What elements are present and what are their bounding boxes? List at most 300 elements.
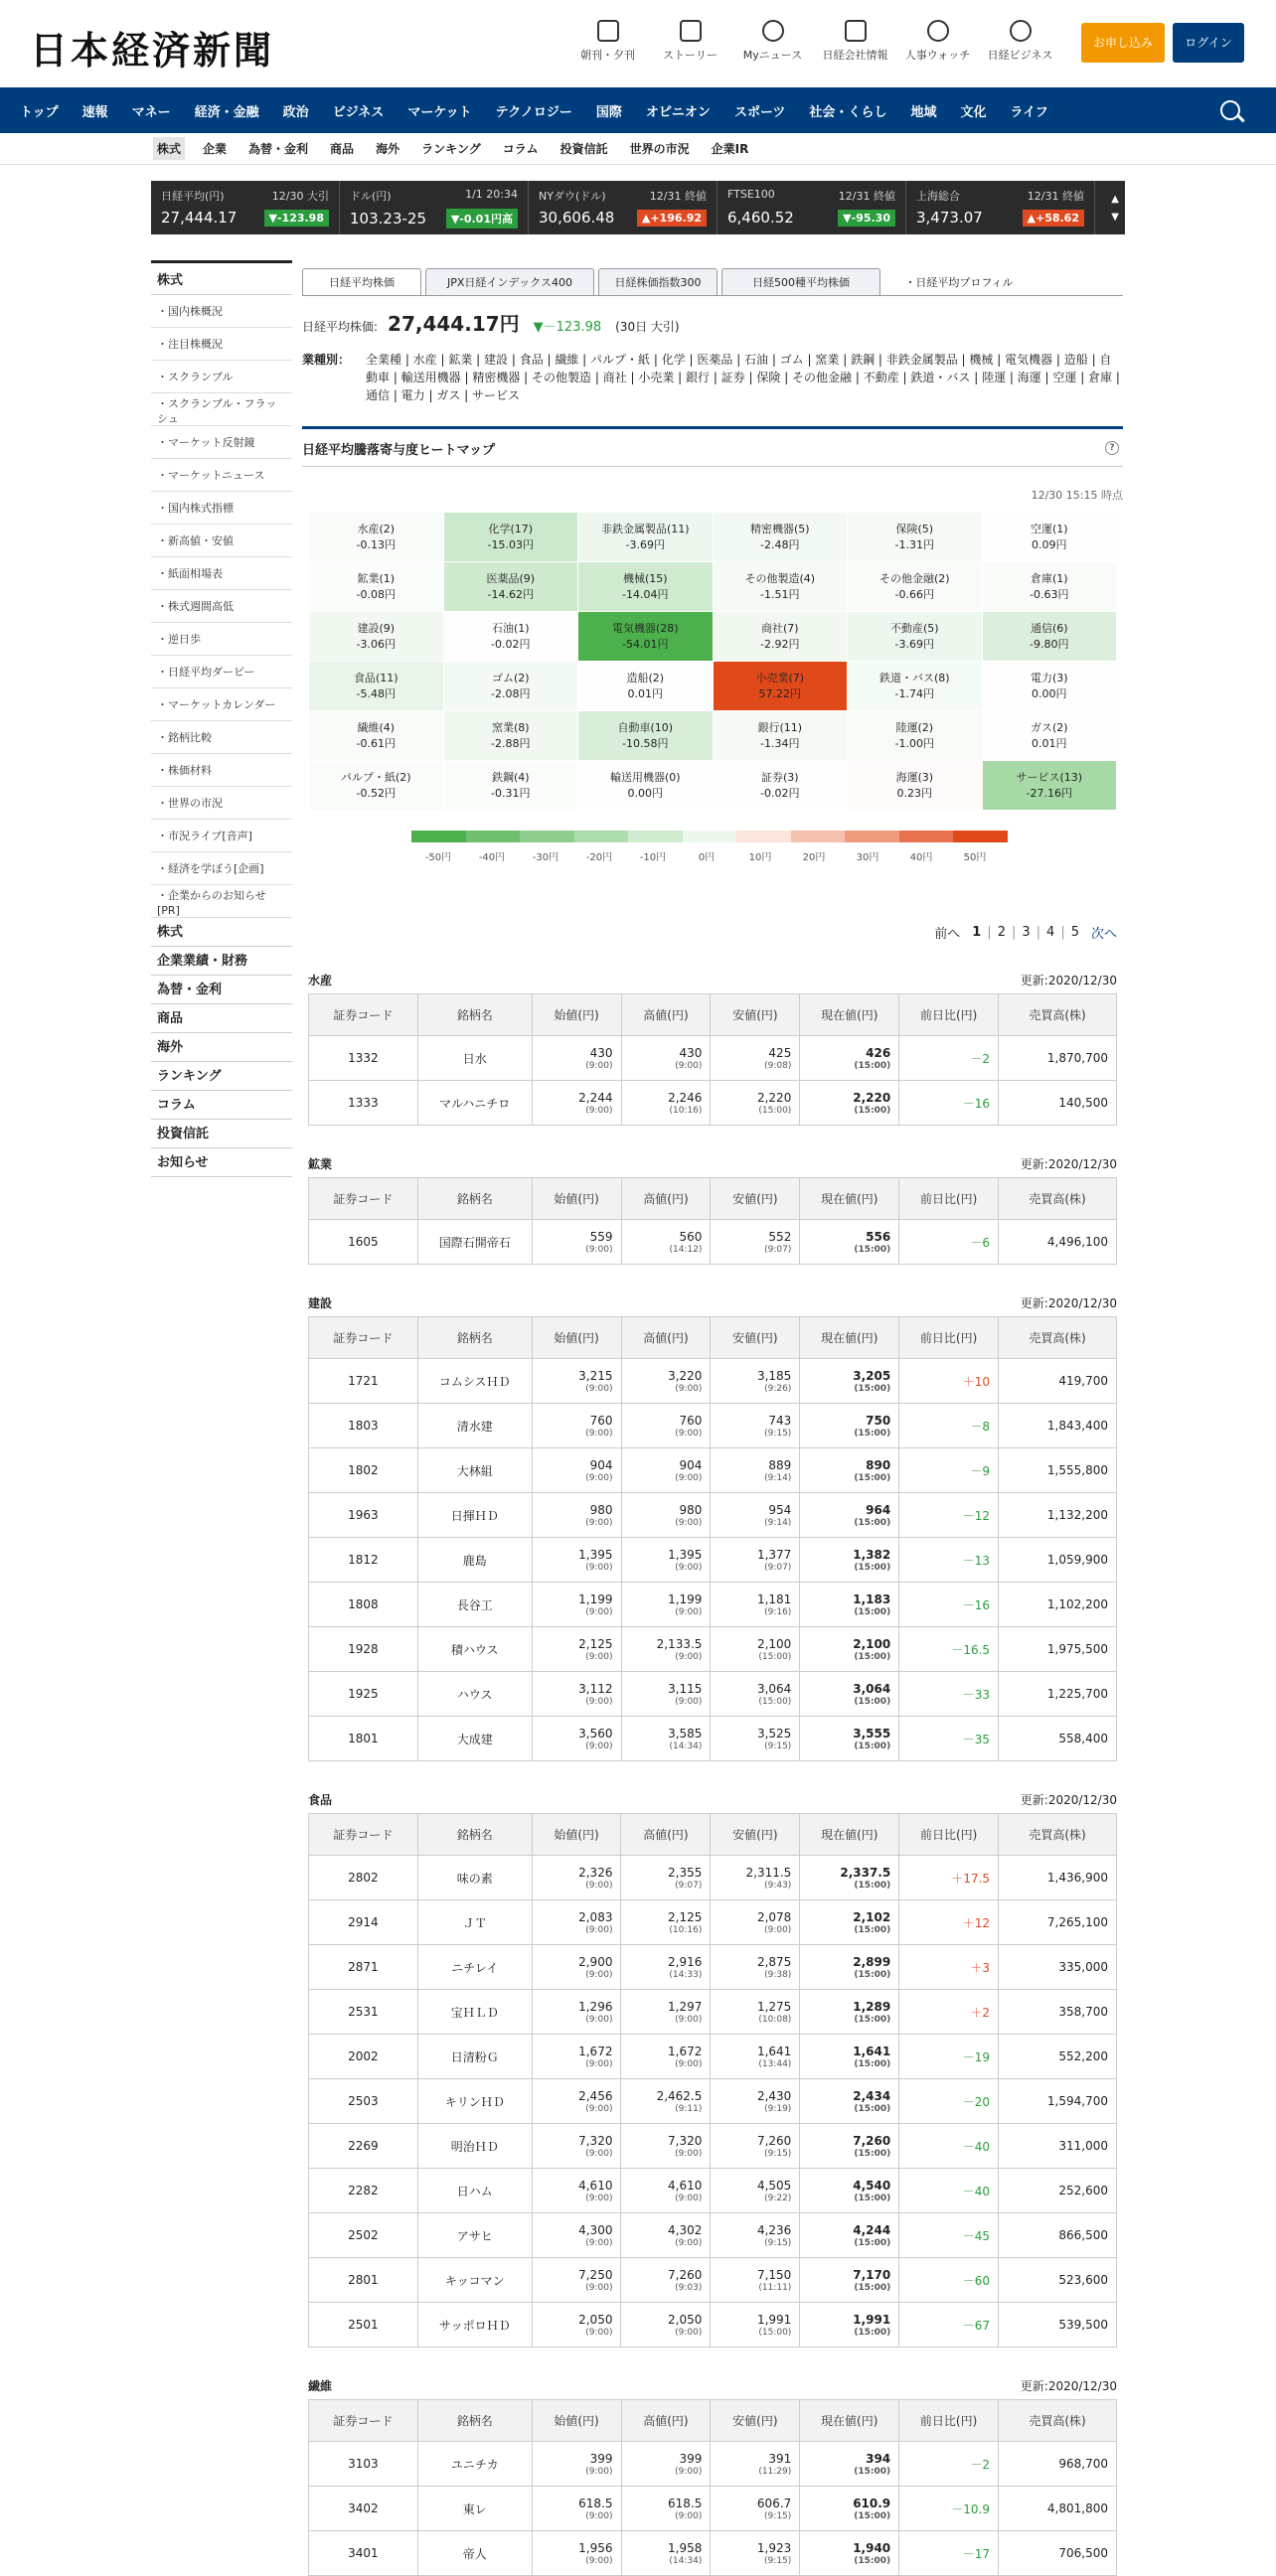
table-row[interactable] [309,1583,1117,1627]
table-header-cell: 売買高(株) [999,1317,1117,1359]
heatmap-cell[interactable] [848,562,983,612]
stock-name[interactable]: コムシスＨＤ [417,1359,532,1404]
stock-name[interactable]: 東レ [417,2487,532,2531]
heatmap-cell-name: 電力(3) [1030,672,1068,684]
table-row[interactable] [309,1672,1117,1717]
nav-item[interactable]: 経済・金融 [194,104,259,120]
stock-code[interactable]: 2501 [309,2303,418,2348]
stock-code[interactable]: 3402 [309,2487,418,2531]
heatmap-cell[interactable] [578,513,714,562]
change-cell: ＋10 [899,1359,999,1404]
heatmap-cell[interactable] [983,662,1118,711]
price-cell [800,1448,899,1493]
heatmap-cell[interactable] [444,662,579,711]
price-cell [800,2258,899,2303]
price-time: (9:00) [585,1428,613,1439]
price-time: (9:00) [675,1606,703,1617]
stock-code[interactable]: 1802 [309,1448,418,1493]
table-row[interactable] [309,1538,1117,1583]
price-cell [711,2169,800,2213]
volume-cell: 1,132,200 [999,1493,1117,1538]
heatmap-cell[interactable] [848,513,983,562]
heatmap-cell[interactable] [983,761,1118,811]
price-cell [621,2258,711,2303]
table-row[interactable] [309,1627,1117,1672]
heatmap-cell[interactable] [714,761,849,811]
change-cell: －16 [899,1583,999,1627]
header-link-0[interactable] [566,20,649,63]
ticker-item[interactable] [151,181,340,234]
price-time: (9:14) [764,1517,792,1528]
nav-item[interactable]: マネー [131,104,171,120]
table-row[interactable] [309,1493,1117,1538]
stock-name[interactable]: 長谷工 [417,1583,532,1627]
tab-index[interactable]: 日経株価指数300 [598,268,718,295]
sidebar-link[interactable]: ・世界の市況 [151,787,292,820]
price-time: (9:00) [675,2058,703,2069]
sidebar-link[interactable]: ・注目株概況 [151,328,292,361]
heatmap-cell[interactable] [444,513,579,562]
stock-code[interactable]: 3401 [309,2531,418,2576]
ticker-item[interactable] [906,181,1095,234]
stock-code[interactable]: 2914 [309,1900,418,1945]
heatmap-cell[interactable] [444,711,579,761]
stock-code[interactable]: 2282 [309,2169,418,2213]
heatmap-cell-name: 鉄道・バス(8) [878,672,950,684]
nav-item[interactable]: スポーツ [733,104,786,120]
heatmap-cell[interactable] [309,662,444,711]
nav-item[interactable]: 地域 [910,104,937,120]
stock-name[interactable]: マルハニチロ [417,1081,532,1126]
stock-code[interactable]: 1605 [309,1220,418,1265]
stock-code[interactable]: 1333 [309,1081,418,1126]
table-row[interactable] [309,1404,1117,1448]
heatmap-cell[interactable] [309,612,444,662]
subnav-item[interactable]: 企業 [203,142,228,156]
heatmap-cell[interactable] [578,612,714,662]
header-link-label: ストーリー [663,49,718,62]
stock-code[interactable]: 1808 [309,1583,418,1627]
heatmap-cell-value: -0.31円 [491,787,531,800]
stock-name[interactable]: キリンＨＤ [417,2079,532,2124]
ticker-change: ▼-123.98 [264,210,329,227]
search-icon[interactable] [1220,100,1240,120]
stock-name[interactable]: 帝人 [417,2531,532,2576]
ticker-name: 日経平均(円) [161,190,225,203]
pager-page[interactable]: 5 [1070,925,1079,940]
price-time: (9:00) [675,1383,703,1394]
price-value: 7,260 [668,2267,703,2282]
heatmap-cell[interactable] [983,612,1118,662]
sidebar-section[interactable]: 投資信託 [151,1120,292,1148]
heatmap-cell-name: 不動産(5) [889,622,939,635]
heatmap-cell[interactable] [848,761,983,811]
price-cell [621,1538,711,1583]
price-cell [800,1404,899,1448]
help-icon[interactable]: ? [1105,441,1119,455]
stock-code[interactable]: 1925 [309,1672,418,1717]
price-cell [532,2079,621,2124]
industry-block [308,972,1117,1126]
heatmap-cell[interactable] [714,513,849,562]
stock-code[interactable]: 1721 [309,1359,418,1404]
subnav-item[interactable]: コラム [502,142,539,156]
stock-code[interactable]: 3103 [309,2442,418,2487]
industry-links[interactable]: 全業種 | 水産 | 鉱業 | 建設 | 食品 | 繊維 | パルプ・紙 | 化学 | 医薬品 | 石油 | ゴム | 窯業 | 鉄鋼 | 非鉄金属製品 | 機械 | 電気機器 | 造船 | 自動車 | 輸送用機器 | 精密機器 | その他製造 | 商社 | 小売業 | 銀行 | 証券 | 保険 | その他金融 | 不動産 | 鉄道・バス | 陸運 | 海運 | 空運 | 倉庫 | 通信 | 電力 | ガス | サービス [366,353,1120,402]
subnav-item[interactable]: 為替・金利 [248,142,309,156]
ticker-item[interactable] [718,181,906,234]
legend-tick: 40円 [909,852,933,863]
sidebar-link[interactable]: ・株式週間高低 [151,590,292,623]
subnav-item[interactable]: ランキング [421,142,481,156]
stock-name[interactable]: 大林組 [417,1448,532,1493]
stock-name[interactable]: 鹿島 [417,1538,532,1583]
price-cell [711,1900,800,1945]
sidebar-link[interactable]: ・マーケットニュース [151,459,292,492]
ticker-arrows[interactable]: ▲ ▼ [1111,194,1119,223]
stock-name[interactable]: 明治ＨＤ [417,2124,532,2169]
table-row[interactable] [309,1359,1117,1404]
stock-code[interactable]: 1803 [309,1404,418,1448]
table-row[interactable] [309,2258,1117,2303]
table-row[interactable] [309,2531,1117,2576]
table-row[interactable] [309,2487,1117,2531]
nav-item[interactable]: ライフ [1010,104,1048,120]
heatmap-cell-value: -14.04円 [622,588,669,601]
header-link-1[interactable] [649,20,731,63]
table-row[interactable] [309,1717,1117,1761]
stock-table [308,993,1117,1126]
ticker-body [916,209,1084,227]
table-row[interactable] [309,1036,1117,1081]
price-value: 4,302 [668,2222,703,2237]
heatmap-cell-value: -14.62円 [487,588,534,601]
sidebar-link[interactable]: ・国内株概況 [151,295,292,328]
sidebar-section[interactable]: 商品 [151,1004,292,1033]
price-time: (15:00) [758,2327,792,2338]
sidebar-section[interactable]: 為替・金利 [151,976,292,1004]
sidebar-link[interactable]: ・日経平均ダービー [151,656,292,688]
nav-item[interactable]: 文化 [960,104,987,120]
heatmap-cell[interactable] [848,711,983,761]
price-cell [800,1856,899,1900]
change-cell: －9 [899,1448,999,1493]
heatmap-cell[interactable] [444,761,579,811]
stock-name[interactable]: 日揮ＨＤ [417,1493,532,1538]
heatmap-cell[interactable] [848,662,983,711]
heatmap-cell-value: -3.69円 [894,638,934,651]
heatmap-cell[interactable] [578,562,714,612]
sidebar-heading[interactable]: 株式 [151,260,292,295]
sidebar-link[interactable]: ・逆日歩 [151,623,292,656]
table-row[interactable] [309,2303,1117,2348]
price-value: 3,525 [756,1726,792,1741]
sidebar-link[interactable]: ・国内株式指標 [151,492,292,525]
nav-item[interactable]: 社会・くらし [809,104,887,120]
sidebar-section[interactable]: 株式 [151,918,292,947]
sidebar-link[interactable]: ・スクランブル [151,361,292,393]
heatmap-cell-name: 陸運(2) [895,721,934,734]
ticker-item[interactable] [529,181,718,234]
heatmap-cell[interactable] [848,612,983,662]
price-value: 2,125 [578,1636,613,1651]
heatmap-cell[interactable] [714,662,849,711]
stock-code[interactable]: 1928 [309,1627,418,1672]
ticker-item[interactable] [340,181,529,234]
sidebar-link[interactable]: ・マーケット反射鏡 [151,426,292,459]
change-cell: －16 [899,1081,999,1126]
price-time: (14:34) [669,2555,703,2566]
stock-name[interactable]: 大成建 [417,1717,532,1761]
sidebar-link[interactable]: ・企業からのお知らせ[PR] [151,885,292,918]
price-value: 904 [589,1457,613,1472]
price-cell [711,2079,800,2124]
table-row[interactable] [309,1448,1117,1493]
price-time: (9:15) [764,2555,792,2566]
nav-item[interactable]: マーケット [407,104,472,120]
change-cell: ＋2 [899,1990,999,2035]
tab-index[interactable]: ・日経平均プロフィル [904,276,1014,289]
sidebar-link[interactable]: ・紙面相場表 [151,557,292,590]
subnav-item[interactable]: 企業IR [711,142,749,156]
heatmap-cell[interactable] [983,562,1118,612]
index-summary [302,308,1123,337]
price-value: 618.5 [578,2496,613,2510]
heatmap-cell[interactable] [578,662,714,711]
legend-swatch [411,831,466,842]
price-time: (15:00) [854,1472,891,1483]
heatmap-cell-name: ガス(2) [1030,721,1068,734]
price-cell [711,2442,800,2487]
legend-swatch [683,831,737,842]
table-row[interactable] [309,1900,1117,1945]
volume-cell: 1,975,500 [999,1627,1117,1672]
price-time: (9:00) [585,2014,613,2025]
price-value: 2,220 [756,1090,792,1105]
stock-name[interactable]: キッコマン [417,2258,532,2303]
sidebar-link[interactable]: ・市況ライブ[音声] [151,820,292,852]
header-link-2[interactable] [731,20,814,63]
pager-page[interactable]: 1 [972,925,982,940]
price-value: 391 [768,2451,792,2466]
table-row[interactable] [309,1081,1117,1126]
stock-name[interactable]: 宝ＨＬＤ [417,1990,532,2035]
nav-item[interactable]: 国際 [595,104,622,120]
stock-code[interactable]: 2871 [309,1945,418,1990]
heatmap-cell[interactable] [444,612,579,662]
table-row[interactable] [309,1945,1117,1990]
table-header-cell: 安値(円) [711,994,800,1036]
table-row[interactable] [309,1220,1117,1265]
price-value: 2,125 [668,1909,703,1924]
login-button[interactable]: ログイン [1173,23,1244,63]
price-value: 4,505 [756,2178,792,2193]
price-value: 1,289 [853,1999,891,2014]
sidebar-section[interactable]: ランキング [151,1062,292,1091]
table-row[interactable] [309,2169,1117,2213]
sidebar-link[interactable]: ・スクランブル・フラッシュ [151,393,292,426]
stock-name[interactable]: 日ハム [417,2169,532,2213]
tab-index[interactable]: 日経500種平均株価 [721,268,880,295]
table-header-cell: 安値(円) [711,1814,800,1856]
nav-item[interactable]: 速報 [81,104,108,120]
sidebar-link[interactable]: ・株価材料 [151,754,292,787]
heatmap-cell-value: -3.06円 [356,638,396,651]
heatmap-cell-name: 化学(17) [488,523,534,535]
heatmap-cell-name: 水産(2) [357,523,396,535]
nav-item[interactable]: テクノロジー [495,104,572,120]
heatmap-cell[interactable] [983,711,1118,761]
stock-code[interactable]: 2502 [309,2213,418,2258]
block-title: 水産 [308,974,333,987]
stock-name[interactable]: 積ハウス [417,1627,532,1672]
sidebar-section[interactable]: 海外 [151,1033,292,1062]
nav-item[interactable]: オピニオン [645,104,711,120]
volume-cell: 558,400 [999,1717,1117,1761]
price-value: 430 [679,1045,703,1060]
nav-item[interactable]: 政治 [282,104,309,120]
table-row[interactable] [309,2213,1117,2258]
sidebar-link[interactable]: ・銘柄比較 [151,721,292,754]
stock-code[interactable]: 1332 [309,1036,418,1081]
subnav-item[interactable]: 海外 [376,142,400,156]
stock-name[interactable]: ユニチカ [417,2442,532,2487]
sidebar-section[interactable]: コラム [151,1091,292,1120]
price-time: (9:00) [675,1472,703,1483]
price-time: (9:08) [764,1060,792,1071]
change-cell: －35 [899,1717,999,1761]
price-cell [621,1404,711,1448]
sidebar-link[interactable]: ・新高値・安値 [151,525,292,557]
price-time: (9:11) [675,2103,703,2114]
table-row[interactable] [309,1856,1117,1900]
ticker-body [539,209,707,227]
table-row[interactable] [309,2079,1117,2124]
price-cell [621,2531,711,2576]
table-header-cell: 高値(円) [621,994,711,1036]
sub-nav [0,133,1276,165]
stock-name[interactable]: 清水建 [417,1404,532,1448]
stock-code[interactable]: 2801 [309,2258,418,2303]
heatmap-cell[interactable] [444,562,579,612]
price-cell [800,2303,899,2348]
heatmap-cell[interactable] [983,513,1118,562]
stock-code[interactable]: 1963 [309,1493,418,1538]
header-link-4[interactable] [896,20,979,63]
sidebar-link[interactable]: ・マーケットカレンダー [151,688,292,721]
table-header-cell: 始値(円) [532,994,621,1036]
stock-code[interactable]: 1812 [309,1538,418,1583]
stock-name[interactable]: ニチレイ [417,1945,532,1990]
header-link-3[interactable] [814,20,896,63]
stock-name[interactable]: 国際石開帝石 [417,1220,532,1265]
header-link-5[interactable] [979,20,1061,63]
sidebar-section[interactable]: お知らせ [151,1148,292,1177]
table-row[interactable] [309,1990,1117,2035]
block-title: 食品 [308,1793,333,1807]
price-value: 3,185 [756,1368,792,1383]
stock-code[interactable]: 2531 [309,1990,418,2035]
price-time: (11:29) [758,2466,792,2477]
nav-item[interactable]: トップ [20,104,59,120]
stock-name[interactable]: 味の素 [417,1856,532,1900]
price-time: (15:00) [854,1741,891,1751]
pager-next[interactable]: 次へ [1090,927,1117,942]
subnav-item[interactable]: 商品 [330,142,355,156]
legend-swatch [845,831,899,842]
price-value: 1,297 [668,1999,703,2014]
heatmap-cell-value: -27.16円 [1026,787,1072,800]
price-time: (9:15) [764,1428,792,1439]
heatmap-cell[interactable] [714,562,849,612]
stock-name[interactable]: アサヒ [417,2213,532,2258]
stock-code[interactable]: 2503 [309,2079,418,2124]
ticker-change: ▲+58.62 [1023,210,1084,227]
price-time: (9:00) [585,2148,613,2159]
price-cell [532,2035,621,2079]
heatmap-cell[interactable] [578,761,714,811]
heatmap-cell[interactable] [309,761,444,811]
volume-cell: 552,200 [999,2035,1117,2079]
price-value: 1,672 [578,2044,613,2058]
heatmap-cell[interactable] [578,711,714,761]
legend-tick: 30円 [856,852,879,863]
pagination [302,923,1123,942]
pager-page[interactable]: 2 [997,925,1006,940]
price-time: (9:26) [764,1383,792,1394]
heatmap-cell[interactable] [309,513,444,562]
heatmap-cell[interactable] [714,612,849,662]
stock-name[interactable]: ＪＴ [417,1900,532,1945]
subnav-item[interactable]: 投資信託 [559,142,608,156]
nav-item[interactable]: ビジネス [332,104,385,120]
stock-code[interactable]: 2269 [309,2124,418,2169]
heatmap-cell[interactable] [309,711,444,761]
heatmap-cell[interactable] [309,562,444,612]
stock-name[interactable]: サッポロＨＤ [417,2303,532,2348]
price-time: (9:00) [585,2058,613,2069]
stock-code[interactable]: 1801 [309,1717,418,1761]
table-row[interactable] [309,2124,1117,2169]
legend-tick: -30円 [532,852,559,863]
stock-code[interactable]: 2802 [309,1856,418,1900]
heatmap-cell[interactable] [714,711,849,761]
sidebar-link[interactable]: ・経済を学ぼう[企画] [151,852,292,885]
subnav-item[interactable]: 世界の市況 [629,142,690,156]
stock-code[interactable]: 2002 [309,2035,418,2079]
tab-index[interactable]: 日経平均株価 [302,268,421,295]
stock-name[interactable]: 日水 [417,1036,532,1081]
subnav-item[interactable]: 株式 [153,137,185,160]
table-header-cell: 安値(円) [711,2400,800,2442]
nikkei-logo[interactable]: 日本経済新聞 [30,28,275,73]
price-cell [532,1538,621,1583]
price-time: (15:00) [854,1060,891,1071]
apply-button[interactable]: お申し込み [1081,23,1165,63]
stock-name[interactable]: 日清粉Ｇ [417,2035,532,2079]
price-cell [532,1448,621,1493]
pager-page[interactable]: 3 [1022,925,1031,940]
stock-name[interactable]: ハウス [417,1672,532,1717]
sidebar-section[interactable]: 企業業績・財務 [151,947,292,976]
table-row[interactable] [309,2035,1117,2079]
pager-page[interactable]: 4 [1046,925,1055,940]
table-row[interactable] [309,2442,1117,2487]
price-time: (9:00) [585,1244,613,1255]
tab-index[interactable]: JPX日経インデックス400 [425,268,594,295]
price-time: (9:00) [585,2555,613,2566]
pager-prev[interactable]: 前へ [934,927,961,942]
